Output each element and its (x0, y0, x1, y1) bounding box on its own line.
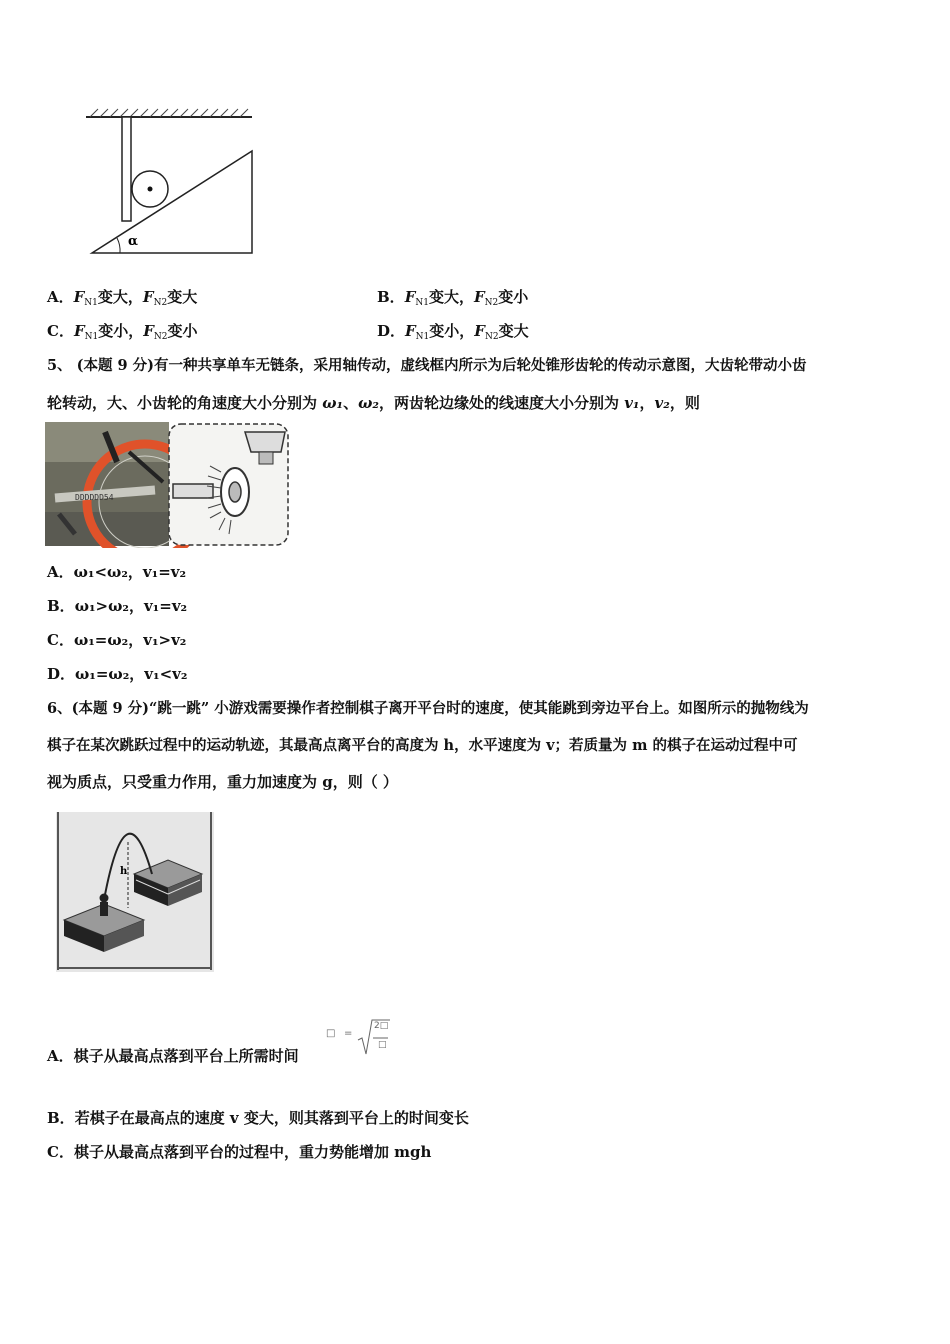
q5-option-a: A．ω₁<ω₂，v₁=v₂ (47, 563, 187, 581)
formula-lhs: □ (326, 1028, 336, 1039)
q4-option-d: D．$F_{N1}$变小，$F_{N2}$变大 (377, 322, 529, 342)
height-label: h (120, 866, 128, 877)
q5-option-b: B．ω₁>ω₂，v₁=v₂ (47, 597, 188, 615)
q6-option-a: A．棋子从最高点落到平台上所需时间 (47, 1047, 299, 1065)
formula-eq: = (344, 1028, 353, 1039)
q6-option-c: C．棋子从最高点落到平台的过程中，重力势能增加 mgh (47, 1143, 432, 1161)
formula-den: □ (378, 1040, 387, 1050)
bike-frame-text: DDDDDD54 (75, 493, 114, 502)
formula-num: 2□ (374, 1021, 389, 1031)
bike-gear-figure (45, 422, 291, 548)
incline-figure (80, 105, 260, 260)
q6-option-b: B．若棋子在最高点的速度 v 变大，则其落到平台上的时间变长 (47, 1109, 469, 1127)
q4-option-c: C．$F_{N1}$变小，$F_{N2}$变小 (47, 322, 198, 342)
q6-stem-line3: 视为质点，只受重力作用，重力加速度为 g，则（ ） (47, 773, 398, 791)
q5-option-c: C．ω₁=ω₂，v₁>v₂ (47, 631, 187, 649)
angle-label: α (128, 234, 139, 249)
q4-option-a: A．$F_{N1}$变大，$F_{N2}$变大 (47, 288, 198, 308)
time-formula (326, 1018, 390, 1058)
q5-stem-line1: 5、 (本题 9 分)有一种共享单车无链条，采用轴传动，虚线框内所示为后轮处锥形齿轮的传动示意图，大齿轮带动小齿 (47, 357, 807, 374)
q5-stem-line2: 轮转动，大、小齿轮的角速度大小分别为 ω₁、ω₂，两齿轮边缘处的线速度大小分别为 v₁，v₂，则 (47, 394, 700, 412)
q5-option-d: D．ω₁=ω₂，v₁<v₂ (47, 665, 188, 683)
q6-stem-line2: 棋子在某次跳跃过程中的运动轨迹，其最高点离平台的高度为 h，水平速度为 v；若质量为 m 的棋子在运动过程中可 (47, 737, 798, 754)
q6-stem-line1: 6、(本题 9 分)“跳一跳” 小游戏需要操作者控制棋子离开平台时的速度，使其能跳到旁边平台上。如图所示的抛物线为 (47, 700, 809, 717)
q4-option-b: B．$F_{N1}$变大，$F_{N2}$变小 (377, 288, 529, 308)
jump-game-figure (56, 812, 214, 972)
